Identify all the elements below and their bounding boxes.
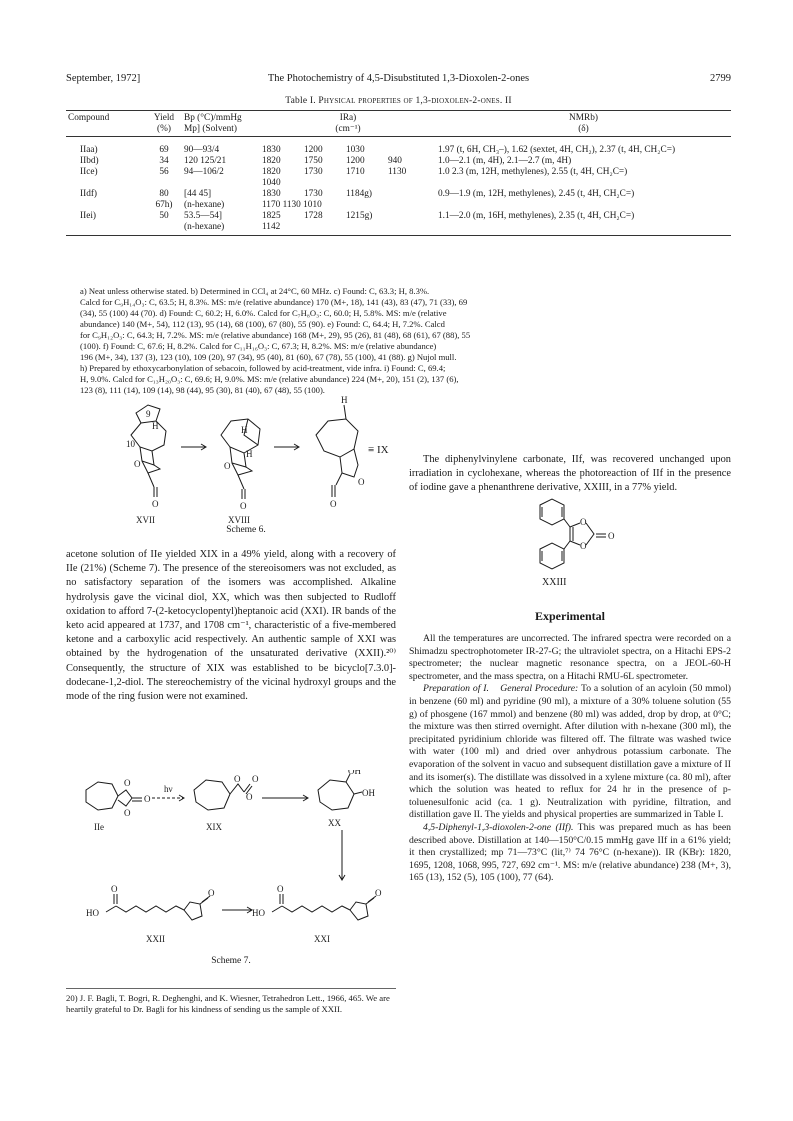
cell-ir: 1200 (346, 155, 365, 166)
cell-nmr: 1.97 (t, 6H, CH₃–), 1.62 (sextet, 4H, CH₂), 2.37 (t, 4H, CH₂C=) (438, 144, 676, 155)
experimental-text (409, 633, 731, 885)
table-row (66, 145, 731, 156)
atom-label: OH (362, 788, 375, 798)
scheme-6-structures (96, 395, 426, 525)
body-paragraph: acetone solution of IIe yielded XIX in a 49% yield, along with a recovery of IIe (21%) (Scheme 7). The presence of the stereoisomers was not excluded, as no satisfactory separation of the isomers was accomplished. Alkaline hydrolysis gave the vicinal diol, XX, which was then subjected to Rudloff oxidation to afford 7-(2-ketocyclopentyl)heptanoic acid (XXI). IR bands of the keto acid appeared at 1737, and 1708 cm⁻¹, characteristic of a five-membered ketone and a carboxylic acid respectively. An authentic sample of XXI was obtained by the hydrogenation of the unsaturated derivative (XXII).²⁰⁾ Consequently, the structure of XIX was established to be bicyclo[7.3.0]-dodecane-1,2-diol. The stereochemistry of the vicinal hydroxyl groups and the mode of the ring fusion were not examined. (66, 549, 396, 703)
running-header (66, 73, 731, 87)
cell-ir: 940 (388, 155, 402, 166)
footnote-20: 20) J. F. Bagli, T. Bogri, R. Deghenghi, and K. Wiesner, Tetrahedron Lett., 1966, 465. We are heartily grateful to Dr. Bagli for his kindness of sending us the sample of XXII. (66, 988, 396, 1015)
arrow-label: hν (164, 784, 173, 794)
footnote-line: abundance) 140 (M+, 54), 112 (13), 95 (14), 68 (100), 67 (80), 55 (90). e) Found: C, 64.4; H, 7.2%. Calcd (80, 319, 445, 329)
footnote-line: Calcd for C₉H₁₄O₃: C, 63.5; H, 8.3%. MS: m/e (relative abundance) 170 (M+, 18), 141 (43), 83 (47), 71 (33), 69 (80, 297, 468, 307)
cell-solvent: (n-hexane) (184, 199, 225, 210)
section-title: Preparation of I. (423, 683, 489, 695)
body-paragraph (409, 683, 731, 822)
atom-label: O (224, 461, 231, 471)
atom-label: 10 (126, 439, 135, 449)
cell-ir: 1830 (262, 144, 281, 155)
header-yield: Yield (146, 111, 182, 125)
xxiii-structure (520, 497, 630, 597)
header-mp: Mp] (Solvent) (182, 124, 260, 137)
footnote-line: h) Prepared by ethoxycarbonylation of sebacoin, followed by acid-treatment, vide infra. i) Found: C, 69.4; (80, 363, 446, 373)
cell-nmr: 1.0 2.3 (m, 12H, methylenes), 2.55 (t, 4H, CH₂C=) (438, 166, 628, 177)
cell-ir: 1730 (304, 188, 323, 199)
body-paragraph (409, 822, 731, 885)
cell-nmr: 1.0—2.1 (m, 4H), 2.1—2.7 (m, 4H) (438, 155, 572, 166)
left-column-text (66, 548, 396, 704)
cell-compound: IIaa) (80, 144, 98, 155)
paragraph-text: This was prepared much as has been described above. Distillation at 140—150°C/0.15 mmHg gave IIf in a 61% yield; it then crystallized; mp 71—73°C (lit,⁷⁾ 74 76°C (n-hexane)). IR (KBr): 1820, 1695, 1208, 1068, 995, 727, 692 cm⁻¹. MS: m/e (relative abundance) 238 (M+, 3), 165 (13), 152 (5), 105 (100), 77 (64). (409, 821, 731, 884)
cell-yield: 80 (159, 188, 169, 199)
cell-ir: 1730 (304, 166, 323, 177)
table-row (66, 156, 731, 167)
cell-bp: 90—93/4 (184, 144, 220, 155)
atom-label: O (608, 531, 615, 541)
footnote-line: 196 (M+, 34), 137 (3), 123 (10), 109 (20), 97 (34), 95 (40), 81 (60), 67 (78), 55 (100), 41 (88). g) Nujol mull. (80, 352, 457, 362)
atom-label: O (134, 459, 141, 469)
header-bp: Bp (°C)/mmHg (182, 111, 260, 125)
atom-label: OH (348, 770, 361, 776)
compound-label: XVII (136, 515, 155, 525)
table-caption-suffix: II (504, 96, 512, 106)
table-caption: Physical properties of 1,3-dioxolen-2-ones. (318, 96, 503, 106)
cell-ir: 1030 (346, 144, 365, 155)
footnote-line: H, 9.0%. Calcd for C₁₃H₂₀O₃: C, 69.6; H, 9.0%. MS: m/e (relative abundance) 224 (M+, 20), 151 (2), 137 (6), (80, 374, 459, 384)
footnote-line: for C₉H₁₂O₃: C, 64.3; H, 7.2%. MS: m/e (relative abundance) 168 (M+, 29), 95 (26), 81 (48), 68 (61), 67 (88), 55 (80, 330, 471, 340)
atom-label: O (208, 888, 215, 898)
atom-label: 9 (146, 409, 151, 419)
cell-bp: 120 125/21 (184, 155, 227, 166)
atom-label: O (252, 774, 259, 784)
cell-compound: IIce) (80, 166, 98, 177)
atom-label: O (124, 808, 131, 818)
compound-label: XXIII (542, 577, 567, 588)
compound-xxiii (520, 497, 630, 602)
atom-label: HO (86, 908, 99, 918)
experimental-heading: Experimental (535, 609, 605, 623)
header-compound: Compound (66, 111, 146, 125)
atom-label: O (111, 884, 118, 894)
cell-ir: 1710 (346, 166, 365, 177)
header-nmr-unit: (δ) (436, 124, 731, 137)
atom-label: O (234, 774, 241, 784)
atom-label: H (341, 395, 348, 405)
atom-label: O (580, 517, 587, 527)
cell-yield: 34 (159, 155, 169, 166)
atom-label: O (375, 888, 382, 898)
cell-ir: 1750 (304, 155, 323, 166)
atom-label: H (241, 425, 248, 435)
cell-solvent: (n-hexane) (184, 221, 225, 232)
header-ir-unit: (cm⁻¹) (260, 124, 436, 137)
atom-label: O (144, 794, 151, 804)
compound-label: XIX (206, 822, 222, 832)
cell-bp: 94—106/2 (184, 166, 224, 177)
cell-ir-cont: 1142 (262, 221, 281, 232)
compound-label: IIe (94, 822, 104, 832)
atom-label: H (246, 449, 253, 459)
atom-label: O (246, 792, 253, 802)
cell-ir: 1830 (262, 188, 281, 199)
properties-table (66, 110, 731, 236)
atom-label: O (330, 499, 337, 509)
header-yield-unit: (%) (146, 124, 182, 137)
atom-label: O (152, 499, 159, 509)
header-date: September, 1972] (66, 73, 141, 84)
cell-nmr: 0.9—1.9 (m, 12H, methylenes), 2.45 (t, 4H, CH₂C=) (438, 188, 635, 199)
scheme-6-caption: Scheme 6. (226, 525, 266, 535)
footnote-line: (34), 55 (100) 44 (70). d) Found: C, 60.2; H, 6.0%. Calcd for C₇H₈O₃: C, 60.0; H, 5.8%. MS: m/e (relative (80, 308, 447, 318)
table-title (66, 96, 731, 106)
footnote-line: a) Neat unless otherwise stated. b) Determined in CCl₄ at 24°C, 60 MHz. c) Found: C, 63.3; H, 8.3%. (80, 286, 430, 296)
cell-yield-alt: 67h) (155, 199, 173, 210)
section-subtitle: General Procedure: (500, 683, 579, 695)
scheme-6 (66, 395, 396, 540)
scheme-7 (66, 770, 396, 970)
atom-label: H (152, 421, 159, 431)
table-label: Table I. (285, 96, 316, 106)
cell-bp: [44 45] (184, 188, 212, 199)
cell-nmr: 1.1—2.0 (m, 16H, methylenes), 2.35 (t, 4H, CH₂C=) (436, 211, 731, 236)
cell-yield: 56 (159, 166, 169, 177)
footnote-line: 123 (8), 111 (14), 109 (14), 98 (44), 95 (30), 81 (40), 67 (48), 55 (100). (80, 385, 325, 395)
table-row (66, 167, 731, 189)
table-row (66, 189, 731, 211)
paragraph-text: To a solution of an acyloin (50 mmol) in benzene (60 ml) and pyridine (90 ml), a mixture of a 30% toluene solution (55 g) of phosgene (167 mmol) and benzene (80 ml) was added, drop by drop, at 0°C; the mixture was then stirred overnight. After dilution with n-hexane (300 ml), the precipitated pyridinium chloride was filtered off. The filtrate was washed twice with water (100 ml) and dried over anhydrous potassium carbonate. The evaporation of the solvent in vacuo and subsequent distillation gave a mixture of II and its isomer(s). The distillate was dissolved in a xylene mixture (ca. 80 ml), after which the solution was heated to reflux for 24 hr in the presence of p-toluenesulfonic acid (ca. 1 g). Neutralization with pyridine, filtration, and distillation gave II. The yields and physical properties are summarized in Table I. (409, 683, 732, 821)
atom-label: O (124, 778, 131, 788)
footnote-line: (100). f) Found: C, 67.6; H, 8.2%. Calcd for C₁₁H₁₆O₃: C, 67.3; H, 8.2%. MS: m/e (relative abundance) (80, 341, 437, 351)
scheme-7-structures (66, 770, 396, 955)
body-paragraph: All the temperatures are uncorrected. The infrared spectra were recorded on a Shimadzu spectrophotometer IR-27-G; the ultraviolet spectra, on a Hitachi EPS-2 spectrometer; the nuclear magnetic resonance spectra, on a JEOL-60-H spectrometer, and the mass spectra, on a Hitachi RMU-6L spectrometer. (409, 633, 731, 682)
compound-label: XX (328, 818, 341, 828)
atom-label: O (358, 477, 365, 487)
compound-label: XXI (314, 934, 330, 944)
cell-ir: 1184g) (346, 188, 372, 199)
cell-ir: 1820 (262, 166, 281, 177)
cell-ir: 1728 (304, 210, 323, 221)
compound-label: XXII (146, 934, 165, 944)
cell-yield: 69 (159, 144, 169, 155)
atom-label: O (240, 501, 247, 511)
cell-ir: 1215g) (346, 210, 373, 221)
page-number: 2799 (710, 73, 731, 84)
table-row (66, 137, 731, 145)
header-title: The Photochemistry of 4,5-Disubstituted 1,3-Dioxolen-2-ones (267, 73, 530, 84)
cell-ir: 1130 (388, 166, 407, 177)
table-row (66, 211, 731, 236)
cell-bp: 53.5—54] (184, 210, 222, 221)
cell-ir-cont: 1170 1130 1010 (262, 199, 322, 210)
header-ir: IRa) (260, 111, 436, 125)
cell-ir: 1820 (262, 155, 281, 166)
equivalence-label: ≡ IX (368, 444, 389, 456)
cell-ir: 1200 (304, 144, 323, 155)
atom-label: O (580, 541, 587, 551)
atom-label: HO (252, 908, 265, 918)
scheme-7-caption: Scheme 7. (211, 956, 251, 966)
cell-ir: 1825 (262, 210, 281, 221)
compound-label: XVIII (228, 515, 250, 525)
cell-compound: IIbd) (80, 155, 99, 166)
cell-ir-cont: 1040 (262, 177, 281, 188)
cell-compound: IIdf) (80, 188, 98, 199)
header-nmr: NMRb) (436, 111, 731, 125)
section-title: 4,5-Diphenyl-1,3-dioxolen-2-one (IIf). (423, 821, 574, 833)
body-paragraph: The diphenylvinylene carbonate, IIf, was recovered unchanged upon irradiation in cyclohexane, whereas the photoreaction of IIf in the presence of iodine gave a phenanthrene derivative, XXIII, in a 77% yield. (409, 454, 731, 494)
atom-label: O (277, 884, 284, 894)
cell-compound: IIei) (66, 211, 146, 236)
table-footnotes (80, 286, 720, 396)
cell-yield: 50 (146, 211, 182, 236)
right-column-intro (409, 453, 731, 496)
